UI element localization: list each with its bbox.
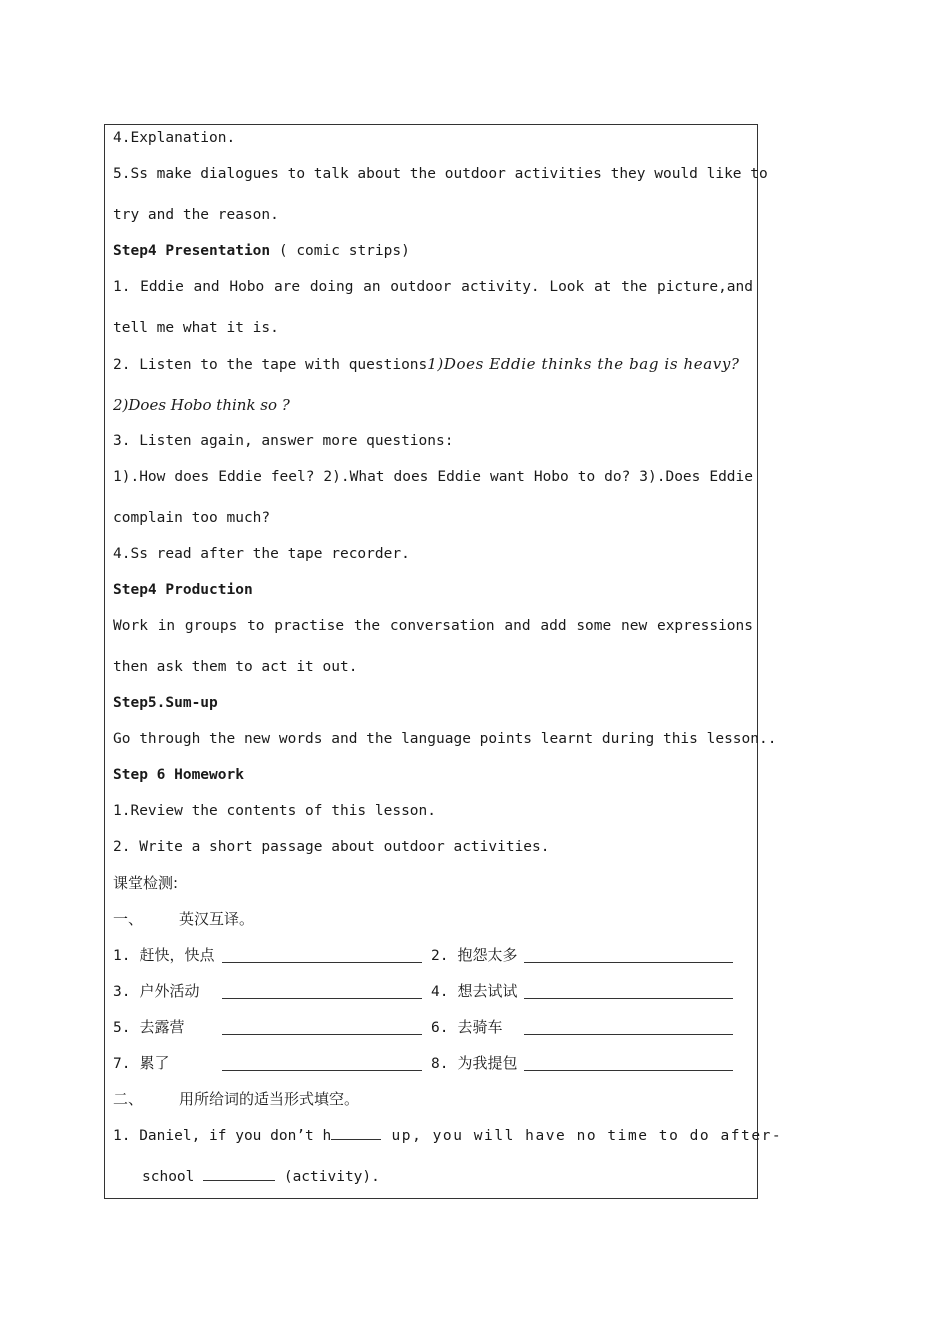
vocab-item xyxy=(113,1017,185,1038)
vocab-item xyxy=(431,981,518,1002)
heading-note: ( comic strips) xyxy=(270,243,410,259)
vocab-item xyxy=(431,1017,503,1038)
vocab-word: 为我提包 xyxy=(457,1054,518,1072)
answer-blank[interactable] xyxy=(331,1125,381,1140)
vocab-word: 去骑车 xyxy=(457,1018,503,1036)
text-line: tell me what it is. xyxy=(113,320,279,336)
section-title: 用所给词的适当形式填空。 xyxy=(179,1090,360,1108)
answer-blank[interactable] xyxy=(222,997,422,999)
text-line: 5.Ss make dialogues to talk about the outdoor activities they would like to xyxy=(113,166,768,182)
fill-in-question-1 xyxy=(113,1125,783,1146)
vocab-word: 累了 xyxy=(139,1054,170,1072)
text-line: then ask them to act it out. xyxy=(113,659,358,675)
question-text: school xyxy=(142,1169,204,1185)
heading-text: Step4 Presentation xyxy=(113,243,271,259)
vocab-number: 4. xyxy=(431,984,449,1000)
step4-production-heading: Step4 Production xyxy=(113,582,253,598)
section-number: 一、 xyxy=(113,910,144,928)
vocab-item xyxy=(113,945,215,966)
text-line: 1.Review the contents of this lesson. xyxy=(113,803,437,819)
answer-blank[interactable] xyxy=(524,961,733,963)
vocab-item xyxy=(431,945,518,966)
section-two-heading xyxy=(113,1089,753,1109)
answer-blank[interactable] xyxy=(222,1033,422,1035)
step4-presentation-heading xyxy=(113,241,753,261)
text-line: try and the reason. xyxy=(113,207,279,223)
vocab-number: 7. xyxy=(113,1056,131,1072)
vocab-number: 1. xyxy=(113,948,131,964)
text-line: Go through the new words and the language points learnt during this lesson.. xyxy=(113,731,777,747)
fill-in-question-1-cont xyxy=(142,1166,782,1187)
question-text: 1. Daniel, if you don’t h xyxy=(113,1128,332,1144)
text-line: 1. Eddie and Hobo are doing an outdoor activity. Look at the picture,and xyxy=(113,279,753,295)
question-text: up, you will have no time to do after- xyxy=(381,1128,783,1144)
text-plain: 2. Listen to the tape with questions xyxy=(113,357,428,373)
vocab-word: 抱怨太多 xyxy=(457,946,518,964)
vocab-word: 想去试试 xyxy=(457,982,518,1000)
text-line: 2. Write a short passage about outdoor activities. xyxy=(113,839,550,855)
step5-heading: Step5.Sum-up xyxy=(113,695,218,711)
text-line-questions xyxy=(113,354,753,375)
text-line: Work in groups to practise the conversation and add some new expressions xyxy=(113,618,753,634)
vocab-number: 3. xyxy=(113,984,131,1000)
section-title: 英汉互译。 xyxy=(179,910,255,928)
text-line: 4.Explanation. xyxy=(113,130,236,146)
vocab-number: 6. xyxy=(431,1020,449,1036)
vocab-number: 8. xyxy=(431,1056,449,1072)
text-line: 3. Listen again, answer more questions: xyxy=(113,433,454,449)
vocab-word: 去露营 xyxy=(139,1018,185,1036)
vocab-item xyxy=(113,1053,170,1074)
answer-blank[interactable] xyxy=(222,961,422,963)
text-line: complain too much? xyxy=(113,510,271,526)
text-line: 1).How does Eddie feel? 2).What does Eddie want Hobo to do? 3).Does Eddie xyxy=(113,469,753,485)
answer-blank[interactable] xyxy=(203,1166,275,1181)
vocab-word: 赶快，快点 xyxy=(139,946,215,964)
question-text: (activity). xyxy=(275,1169,380,1185)
text-italic-question: 1)Does Eddie thinks the bag is heavy? xyxy=(427,355,740,373)
answer-blank[interactable] xyxy=(222,1069,422,1071)
vocab-item xyxy=(113,981,200,1002)
vocab-word: 户外活动 xyxy=(139,982,200,1000)
section-number: 二、 xyxy=(113,1090,144,1108)
answer-blank[interactable] xyxy=(524,997,733,999)
section-one-heading xyxy=(113,909,753,929)
step6-heading: Step 6 Homework xyxy=(113,767,244,783)
answer-blank[interactable] xyxy=(524,1033,733,1035)
vocab-number: 2. xyxy=(431,948,449,964)
text-line: 4.Ss read after the tape recorder. xyxy=(113,546,410,562)
answer-blank[interactable] xyxy=(524,1069,733,1071)
text-italic-question: 2)Does Hobo think so ? xyxy=(113,396,290,414)
vocab-item xyxy=(431,1053,518,1074)
vocab-number: 5. xyxy=(113,1020,131,1036)
classroom-check-title: 课堂检测: xyxy=(113,874,179,892)
